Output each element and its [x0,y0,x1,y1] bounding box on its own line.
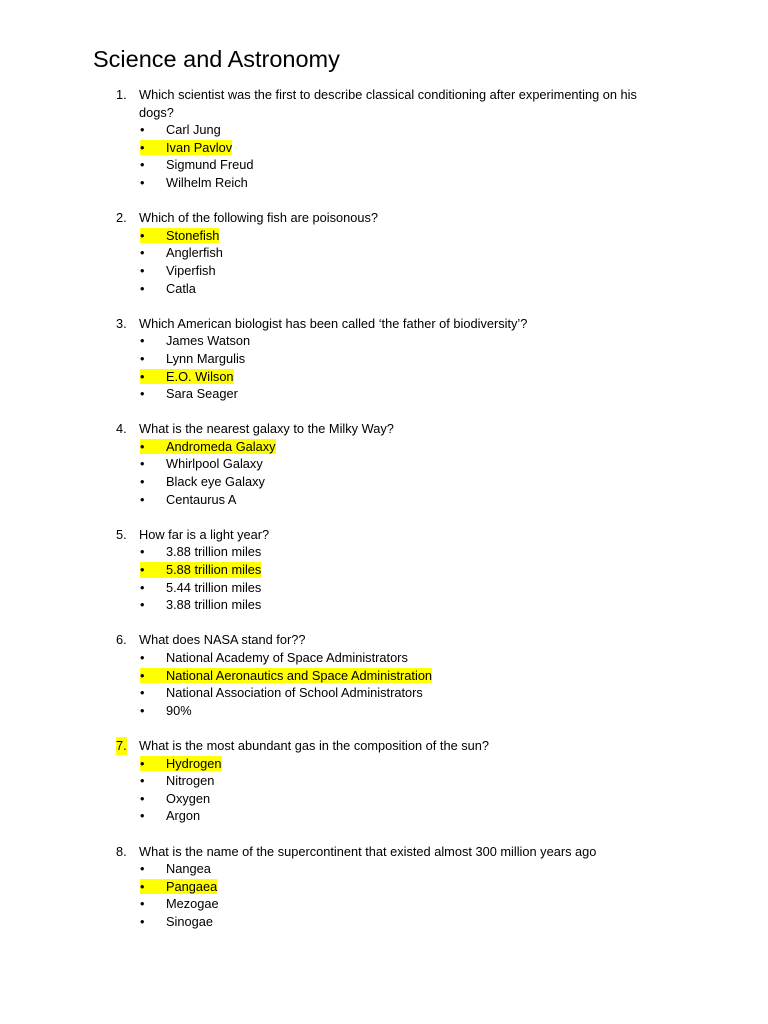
bullet-icon: • [140,790,145,806]
bullet-icon: • [140,139,145,155]
question-number: 1. [116,87,127,102]
answer-text: Sara Seager [166,386,238,402]
answer-text: Anglerfish [166,245,223,261]
answer-text: Black eye Galaxy [166,474,265,490]
bullet-icon: • [140,438,145,454]
question-item [0,737,768,825]
bullet-icon: • [140,474,145,490]
bullet-icon: • [140,227,145,243]
document-title: Science and Astronomy [93,46,340,72]
answer-text: Lynn Margulis [166,350,246,366]
answer-text: Carl Jung [166,122,221,138]
answer-list [0,755,768,825]
answer-option [0,860,768,878]
answer-text: Sinogae [166,913,213,929]
question-item [0,209,768,297]
answer-list [0,860,768,930]
answer-option-correct [0,561,768,579]
bullet-icon: • [140,280,145,296]
answer-option [0,579,768,597]
answer-option-correct [0,878,768,896]
question-number: 8. [116,843,127,859]
question-list [0,86,768,948]
answer-option-correct [0,139,768,157]
answer-text: E.O. Wilson [166,368,234,384]
answer-text: Viperfish [166,262,216,278]
answer-text: Wilhelm Reich [166,174,248,190]
question-line [0,631,659,649]
answer-text: National Academy of Space Administrators [166,650,408,665]
answer-text: James Watson [166,333,251,349]
question-text: What is the name of the supercontinent that existed almost 300 million years ago [139,843,597,859]
answer-text: Stonefish [166,227,220,243]
answer-text: Whirlpool Galaxy [166,456,263,472]
bullet-icon: • [140,896,145,912]
answer-option [0,332,768,350]
answer-text: Argon [166,808,201,824]
question-text: What does NASA stand for?? [139,632,306,648]
question-text: What is the nearest galaxy to the Milky Way? [139,421,394,437]
question-item [0,843,768,931]
answer-text: Oxygen [166,790,211,806]
answer-option [0,543,768,561]
answer-option [0,455,768,473]
answer-option [0,684,768,702]
question-number: 2. [116,210,127,226]
bullet-icon: • [140,685,145,701]
question-number: 4. [116,421,127,437]
question-text: What is the most abundant gas in the composition of the sun? [139,737,489,753]
bullet-icon: • [140,350,145,366]
answer-list [0,227,768,297]
bullet-icon: • [140,878,145,894]
answer-option [0,702,768,720]
question-number: 7. [116,737,127,753]
bullet-icon: • [140,597,145,613]
answer-option [0,350,768,368]
question-item [0,631,768,719]
answer-list [0,121,768,191]
question-text: Which of the following fish are poisonous? [139,210,379,226]
answer-option [0,913,768,931]
answer-text: National Aeronautics and Space Administration [166,667,433,683]
answer-option [0,772,768,790]
answer-option [0,473,768,491]
answer-text: Andromeda Galaxy [166,438,276,454]
answer-text: Pangaea [166,878,218,894]
answer-list [0,332,768,402]
answer-list [0,543,768,613]
answer-text: 5.88 trillion miles [166,562,262,578]
answer-option [0,174,768,192]
question-number: 5. [116,526,127,542]
bullet-icon: • [140,333,145,349]
question-text: How far is a light year? [139,526,270,542]
answer-text: Mezogae [166,896,219,912]
answer-option [0,790,768,808]
bullet-icon: • [140,861,145,877]
answer-text: 5.44 trillion miles [166,579,262,595]
answer-text: 3.88 trillion miles [166,544,262,560]
question-text: Which American biologist has been called ‘the father of biodiversity’? [139,315,528,331]
question-line [0,209,659,227]
answer-option [0,262,768,280]
answer-text: Catla [166,280,196,296]
question-line [0,843,659,861]
answer-text: Sigmund Freud [166,157,254,173]
answer-option [0,280,768,298]
answer-option-correct [0,227,768,245]
question-line [0,737,659,755]
bullet-icon: • [140,174,145,190]
question-text: Which scientist was the first to describe classical conditioning after experimenting on his dogs? [139,87,637,120]
answer-list [0,438,768,508]
answer-option [0,807,768,825]
question-line [0,526,659,544]
bullet-icon: • [140,579,145,595]
answer-option [0,895,768,913]
answer-option-correct [0,368,768,386]
answer-option [0,121,768,139]
bullet-icon: • [140,755,145,771]
answer-list [0,649,768,719]
answer-text: 3.88 trillion miles [166,597,262,613]
question-item [0,315,768,403]
bullet-icon: • [140,368,145,384]
bullet-icon: • [140,544,145,560]
bullet-icon: • [140,262,145,278]
answer-option [0,649,768,667]
question-item [0,86,768,192]
question-item [0,526,768,614]
answer-text: Nangea [166,861,211,877]
bullet-icon: • [140,562,145,578]
question-number: 6. [116,632,127,648]
answer-text: Centaurus A [166,491,237,507]
answer-option [0,596,768,614]
bullet-icon: • [140,650,145,665]
question-line [0,86,659,121]
bullet-icon: • [140,773,145,789]
bullet-icon: • [140,245,145,261]
answer-option-correct [0,667,768,685]
answer-option [0,385,768,403]
answer-text: Nitrogen [166,773,215,789]
question-number: 3. [116,315,127,331]
question-line [0,315,659,333]
bullet-icon: • [140,386,145,402]
bullet-icon: • [140,122,145,138]
bullet-icon: • [140,808,145,824]
bullet-icon: • [140,157,145,173]
answer-text: 90% [166,702,192,718]
answer-option [0,491,768,509]
bullet-icon: • [140,913,145,929]
answer-option [0,156,768,174]
question-item [0,420,768,508]
bullet-icon: • [140,702,145,718]
bullet-icon: • [140,456,145,472]
answer-option-correct [0,755,768,773]
answer-text: National Association of School Administrators [166,685,423,701]
question-line [0,420,659,438]
answer-text: Hydrogen [166,755,222,771]
answer-option [0,244,768,262]
bullet-icon: • [140,491,145,507]
answer-text: Ivan Pavlov [166,139,233,155]
bullet-icon: • [140,667,145,683]
answer-option-correct [0,438,768,456]
